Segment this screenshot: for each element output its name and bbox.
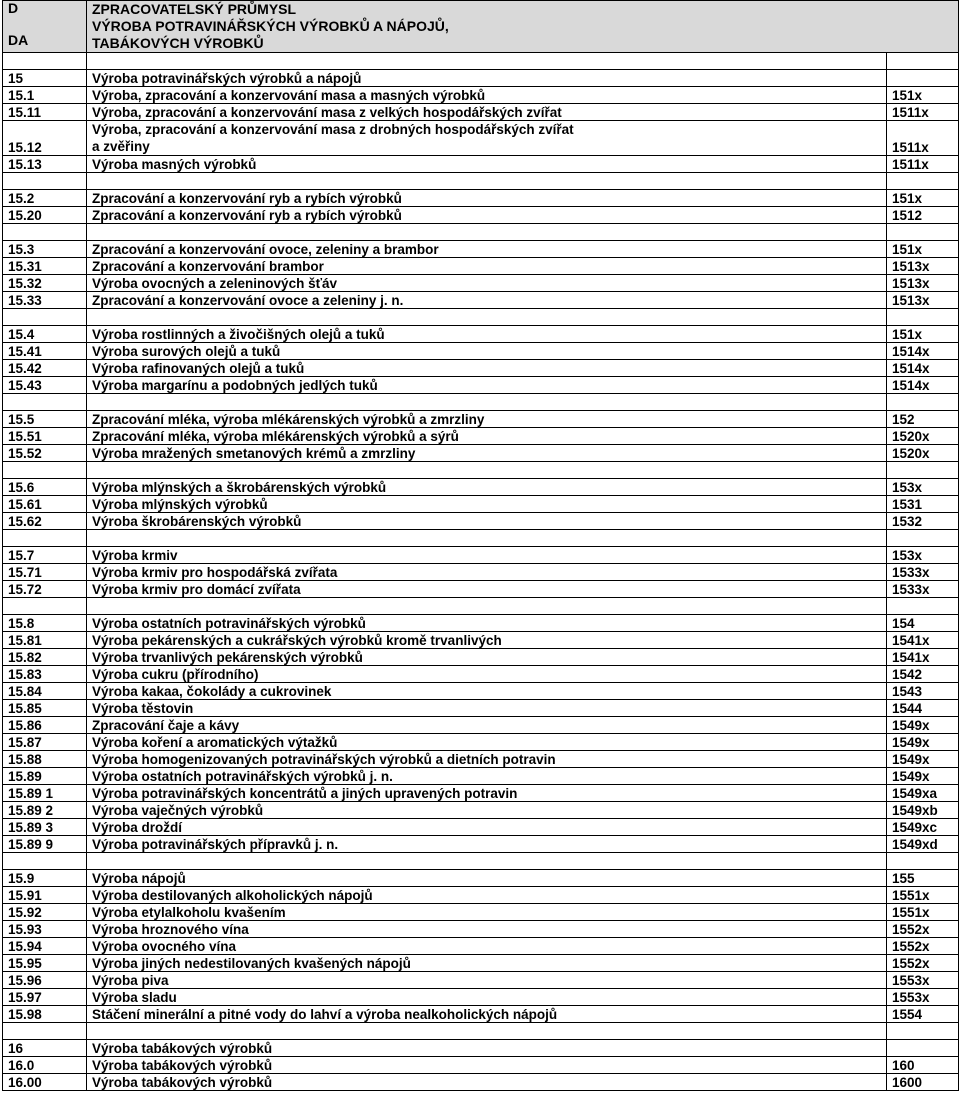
value-cell: 160 bbox=[887, 1057, 959, 1074]
table-row bbox=[3, 104, 959, 121]
name-cell: Výroba etylalkoholu kvašením bbox=[87, 904, 887, 921]
value-cell: 1549xc bbox=[887, 819, 959, 836]
blank-row bbox=[3, 53, 959, 70]
blank-cell bbox=[3, 462, 87, 479]
value-cell: 1532 bbox=[887, 513, 959, 530]
code-cell: 15.1 bbox=[3, 87, 87, 104]
header-code-top: D bbox=[8, 0, 19, 16]
value-cell: 152 bbox=[887, 411, 959, 428]
name-cell: Výroba rostlinných a živočišných olejů a tuků bbox=[87, 326, 887, 343]
value-cell: 1513x bbox=[887, 292, 959, 309]
blank-cell bbox=[3, 309, 87, 326]
name-cell: Zpracování a konzervování brambor bbox=[87, 258, 887, 275]
name-cell: Výroba vaječných výrobků bbox=[87, 802, 887, 819]
name-cell: Výroba ostatních potravinářských výrobků bbox=[87, 615, 887, 632]
code-cell: 15.84 bbox=[3, 683, 87, 700]
code-cell: 15.92 bbox=[3, 904, 87, 921]
name-cell: Výroba mražených smetanových krémů a zmrzliny bbox=[87, 445, 887, 462]
code-cell: 15.95 bbox=[3, 955, 87, 972]
table-row bbox=[3, 207, 959, 224]
value-cell: 154 bbox=[887, 615, 959, 632]
code-cell: 15.93 bbox=[3, 921, 87, 938]
name-cell: Výroba tabákových výrobků bbox=[87, 1057, 887, 1074]
blank-row bbox=[3, 598, 959, 615]
blank-cell bbox=[887, 309, 959, 326]
table-row bbox=[3, 581, 959, 598]
table-row bbox=[3, 802, 959, 819]
table-row bbox=[3, 819, 959, 836]
table-row bbox=[3, 496, 959, 513]
name-cell: Výroba potravinářských přípravků j. n. bbox=[87, 836, 887, 853]
name-cell: Výroba krmiv pro hospodářská zvířata bbox=[87, 564, 887, 581]
code-cell: 15.83 bbox=[3, 666, 87, 683]
code-cell: 15.97 bbox=[3, 989, 87, 1006]
value-cell: 1554 bbox=[887, 1006, 959, 1023]
blank-row bbox=[3, 853, 959, 870]
value-cell: 1531 bbox=[887, 496, 959, 513]
table-row bbox=[3, 938, 959, 955]
code-cell: 15.12 bbox=[3, 121, 87, 156]
table-row bbox=[3, 921, 959, 938]
name-cell: Výroba hroznového vína bbox=[87, 921, 887, 938]
value-cell: 151x bbox=[887, 190, 959, 207]
value-cell: 1549x bbox=[887, 734, 959, 751]
code-cell: 15.89 1 bbox=[3, 785, 87, 802]
table-row bbox=[3, 377, 959, 394]
blank-cell bbox=[3, 394, 87, 411]
table-row bbox=[3, 751, 959, 768]
name-cell: Výroba sladu bbox=[87, 989, 887, 1006]
table-row bbox=[3, 887, 959, 904]
value-cell: 1600 bbox=[887, 1074, 959, 1091]
header-code-cell bbox=[3, 1, 87, 53]
table-row bbox=[3, 513, 959, 530]
value-cell: 153x bbox=[887, 547, 959, 564]
blank-cell bbox=[87, 598, 887, 615]
table-row bbox=[3, 717, 959, 734]
value-cell: 155 bbox=[887, 870, 959, 887]
value-cell: 1553x bbox=[887, 989, 959, 1006]
value-cell: 151x bbox=[887, 326, 959, 343]
value-cell: 1552x bbox=[887, 955, 959, 972]
name-cell: Výroba, zpracování a konzervování masa z drobných hospodářských zvířat a zvěřiny bbox=[87, 121, 887, 156]
name-cell: Zpracování čaje a kávy bbox=[87, 717, 887, 734]
table-row bbox=[3, 326, 959, 343]
value-cell: 1511x bbox=[887, 104, 959, 121]
value-cell: 1514x bbox=[887, 377, 959, 394]
name-cell: Výroba piva bbox=[87, 972, 887, 989]
blank-row bbox=[3, 462, 959, 479]
code-cell: 15.87 bbox=[3, 734, 87, 751]
blank-cell bbox=[3, 224, 87, 241]
code-cell: 15.52 bbox=[3, 445, 87, 462]
name-cell: Výroba mlýnských a škrobárenských výrobků bbox=[87, 479, 887, 496]
code-cell: 15.61 bbox=[3, 496, 87, 513]
value-cell: 1520x bbox=[887, 428, 959, 445]
code-cell: 16 bbox=[3, 1040, 87, 1057]
value-cell: 1551x bbox=[887, 904, 959, 921]
value-cell: 1533x bbox=[887, 581, 959, 598]
code-cell: 15.5 bbox=[3, 411, 87, 428]
name-cell: Výroba masných výrobků bbox=[87, 156, 887, 173]
name-cell: Zpracování a konzervování ryb a rybích výrobků bbox=[87, 190, 887, 207]
code-cell: 15.81 bbox=[3, 632, 87, 649]
blank-cell bbox=[887, 598, 959, 615]
table-row bbox=[3, 121, 959, 156]
name-cell: Výroba potravinářských koncentrátů a jiných upravených potravin bbox=[87, 785, 887, 802]
table-row bbox=[3, 734, 959, 751]
blank-cell bbox=[3, 1023, 87, 1040]
value-cell: 151x bbox=[887, 87, 959, 104]
table-row bbox=[3, 411, 959, 428]
table-row bbox=[3, 972, 959, 989]
code-cell: 15.71 bbox=[3, 564, 87, 581]
blank-cell bbox=[87, 530, 887, 547]
name-cell: Výroba škrobárenských výrobků bbox=[87, 513, 887, 530]
table-row bbox=[3, 700, 959, 717]
table-row bbox=[3, 1057, 959, 1074]
table-row bbox=[3, 632, 959, 649]
value-cell: 151x bbox=[887, 241, 959, 258]
table-row bbox=[3, 241, 959, 258]
table-row bbox=[3, 904, 959, 921]
table-row bbox=[3, 343, 959, 360]
name-cell: Stáčení minerální a pitné vody do lahví a výroba nealkoholických nápojů bbox=[87, 1006, 887, 1023]
blank-row bbox=[3, 1023, 959, 1040]
code-cell: 15.7 bbox=[3, 547, 87, 564]
blank-row bbox=[3, 173, 959, 190]
blank-cell bbox=[87, 224, 887, 241]
code-cell: 15.89 bbox=[3, 768, 87, 785]
value-cell: 1549xd bbox=[887, 836, 959, 853]
table-row bbox=[3, 70, 959, 87]
blank-row bbox=[3, 394, 959, 411]
value-cell: 1513x bbox=[887, 258, 959, 275]
value-cell: 1511x bbox=[887, 156, 959, 173]
code-cell: 15.4 bbox=[3, 326, 87, 343]
code-cell: 15.91 bbox=[3, 887, 87, 904]
blank-cell bbox=[3, 530, 87, 547]
header-title-cell bbox=[87, 1, 959, 53]
header-title-line3: TABÁKOVÝCH VÝROBKŮ bbox=[92, 35, 264, 51]
code-cell: 16.00 bbox=[3, 1074, 87, 1091]
code-cell: 15.41 bbox=[3, 343, 87, 360]
name-cell: Výroba tabákových výrobků bbox=[87, 1040, 887, 1057]
table-row bbox=[3, 666, 959, 683]
name-cell: Výroba, zpracování a konzervování masa z velkých hospodářských zvířat bbox=[87, 104, 887, 121]
blank-cell bbox=[3, 598, 87, 615]
name-cell: Výroba krmiv bbox=[87, 547, 887, 564]
table-row bbox=[3, 258, 959, 275]
name-cell: Výroba potravinářských výrobků a nápojů bbox=[87, 70, 887, 87]
table-row bbox=[3, 615, 959, 632]
blank-cell bbox=[3, 853, 87, 870]
code-cell: 15 bbox=[3, 70, 87, 87]
code-cell: 15.98 bbox=[3, 1006, 87, 1023]
table-row bbox=[3, 360, 959, 377]
code-cell: 15.62 bbox=[3, 513, 87, 530]
header-title-line2: VÝROBA POTRAVINÁŘSKÝCH VÝROBKŮ A NÁPOJŮ, bbox=[92, 18, 449, 34]
table-header bbox=[3, 1, 959, 53]
name-cell: Zpracování a konzervování ovoce, zeleniny a brambor bbox=[87, 241, 887, 258]
code-cell: 15.51 bbox=[3, 428, 87, 445]
table-row bbox=[3, 428, 959, 445]
blank-cell bbox=[887, 173, 959, 190]
code-cell: 15.96 bbox=[3, 972, 87, 989]
name-cell: Výroba cukru (přírodního) bbox=[87, 666, 887, 683]
value-cell: 1520x bbox=[887, 445, 959, 462]
value-cell: 1543 bbox=[887, 683, 959, 700]
table-row bbox=[3, 190, 959, 207]
table-row bbox=[3, 836, 959, 853]
blank-cell bbox=[887, 462, 959, 479]
code-cell: 16.0 bbox=[3, 1057, 87, 1074]
value-cell: 1551x bbox=[887, 887, 959, 904]
value-cell: 153x bbox=[887, 479, 959, 496]
table-row bbox=[3, 785, 959, 802]
code-cell: 15.86 bbox=[3, 717, 87, 734]
code-cell: 15.85 bbox=[3, 700, 87, 717]
blank-cell bbox=[3, 53, 87, 70]
blank-cell bbox=[87, 462, 887, 479]
blank-row bbox=[3, 224, 959, 241]
blank-cell bbox=[887, 853, 959, 870]
value-cell: 1549x bbox=[887, 717, 959, 734]
value-cell: 1549xa bbox=[887, 785, 959, 802]
value-cell bbox=[887, 1040, 959, 1057]
value-cell: 1549x bbox=[887, 751, 959, 768]
name-cell: Zpracování mléka, výroba mlékárenských výrobků a sýrů bbox=[87, 428, 887, 445]
table-row bbox=[3, 156, 959, 173]
blank-cell bbox=[87, 309, 887, 326]
code-cell: 15.6 bbox=[3, 479, 87, 496]
blank-cell bbox=[887, 1023, 959, 1040]
table-row bbox=[3, 87, 959, 104]
blank-cell bbox=[887, 394, 959, 411]
table-row bbox=[3, 479, 959, 496]
code-cell: 15.8 bbox=[3, 615, 87, 632]
blank-cell bbox=[3, 173, 87, 190]
value-cell: 1552x bbox=[887, 938, 959, 955]
value-cell: 1511x bbox=[887, 121, 959, 156]
table-row bbox=[3, 955, 959, 972]
table-row bbox=[3, 683, 959, 700]
blank-cell bbox=[87, 1023, 887, 1040]
blank-cell bbox=[87, 53, 887, 70]
code-cell: 15.33 bbox=[3, 292, 87, 309]
name-cell: Výroba ovocného vína bbox=[87, 938, 887, 955]
value-cell: 1553x bbox=[887, 972, 959, 989]
name-cell: Výroba těstovin bbox=[87, 700, 887, 717]
code-cell: 15.88 bbox=[3, 751, 87, 768]
code-cell: 15.89 3 bbox=[3, 819, 87, 836]
value-cell: 1541x bbox=[887, 649, 959, 666]
table-row bbox=[3, 1040, 959, 1057]
table-row bbox=[3, 445, 959, 462]
table-row bbox=[3, 292, 959, 309]
table-row bbox=[3, 547, 959, 564]
name-cell: Zpracování a konzervování ovoce a zeleniny j. n. bbox=[87, 292, 887, 309]
value-cell: 1512 bbox=[887, 207, 959, 224]
name-cell: Zpracování mléka, výroba mlékárenských výrobků a zmrzliny bbox=[87, 411, 887, 428]
name-cell: Výroba margarínu a podobných jedlých tuků bbox=[87, 377, 887, 394]
code-cell: 15.82 bbox=[3, 649, 87, 666]
name-cell: Výroba homogenizovaných potravinářských výrobků a dietních potravin bbox=[87, 751, 887, 768]
value-cell: 1552x bbox=[887, 921, 959, 938]
name-cell: Výroba pekárenských a cukrářských výrobků kromě trvanlivých bbox=[87, 632, 887, 649]
name-cell: Výroba tabákových výrobků bbox=[87, 1074, 887, 1091]
table-row bbox=[3, 870, 959, 887]
classification-table bbox=[2, 0, 959, 1091]
header-code-bottom: DA bbox=[8, 32, 29, 48]
table-row bbox=[3, 1006, 959, 1023]
name-cell: Výroba kakaa, čokolády a cukrovinek bbox=[87, 683, 887, 700]
header-title-line1: ZPRACOVATELSKÝ PRŮMYSL bbox=[92, 1, 297, 17]
name-cell: Výroba trvanlivých pekárenských výrobků bbox=[87, 649, 887, 666]
blank-cell bbox=[87, 173, 887, 190]
code-cell: 15.20 bbox=[3, 207, 87, 224]
code-cell: 15.9 bbox=[3, 870, 87, 887]
value-cell bbox=[887, 70, 959, 87]
code-cell: 15.31 bbox=[3, 258, 87, 275]
code-cell: 15.11 bbox=[3, 104, 87, 121]
code-cell: 15.72 bbox=[3, 581, 87, 598]
table-row bbox=[3, 768, 959, 785]
blank-cell bbox=[87, 853, 887, 870]
name-cell: Výroba ovocných a zeleninových šťáv bbox=[87, 275, 887, 292]
name-cell: Výroba rafinovaných olejů a tuků bbox=[87, 360, 887, 377]
name-cell: Výroba koření a aromatických výtažků bbox=[87, 734, 887, 751]
value-cell: 1514x bbox=[887, 343, 959, 360]
name-cell: Výroba, zpracování a konzervování masa a masných výrobků bbox=[87, 87, 887, 104]
code-cell: 15.2 bbox=[3, 190, 87, 207]
table-row bbox=[3, 564, 959, 581]
name-cell: Zpracování a konzervování ryb a rybích výrobků bbox=[87, 207, 887, 224]
code-cell: 15.89 9 bbox=[3, 836, 87, 853]
value-cell: 1533x bbox=[887, 564, 959, 581]
name-cell: Výroba mlýnských výrobků bbox=[87, 496, 887, 513]
value-cell: 1541x bbox=[887, 632, 959, 649]
table-row bbox=[3, 275, 959, 292]
code-cell: 15.42 bbox=[3, 360, 87, 377]
value-cell: 1513x bbox=[887, 275, 959, 292]
code-cell: 15.89 2 bbox=[3, 802, 87, 819]
value-cell: 1549xb bbox=[887, 802, 959, 819]
code-cell: 15.94 bbox=[3, 938, 87, 955]
blank-cell bbox=[87, 394, 887, 411]
blank-cell bbox=[887, 530, 959, 547]
code-cell: 15.13 bbox=[3, 156, 87, 173]
name-cell: Výroba droždí bbox=[87, 819, 887, 836]
name-cell: Výroba surových olejů a tuků bbox=[87, 343, 887, 360]
name-cell: Výroba nápojů bbox=[87, 870, 887, 887]
table-row bbox=[3, 649, 959, 666]
blank-row bbox=[3, 309, 959, 326]
value-cell: 1514x bbox=[887, 360, 959, 377]
code-cell: 15.43 bbox=[3, 377, 87, 394]
name-cell: Výroba jiných nedestilovaných kvašených nápojů bbox=[87, 955, 887, 972]
table-row bbox=[3, 989, 959, 1006]
blank-cell bbox=[887, 53, 959, 70]
code-cell: 15.3 bbox=[3, 241, 87, 258]
value-cell: 1544 bbox=[887, 700, 959, 717]
value-cell: 1542 bbox=[887, 666, 959, 683]
name-cell: Výroba ostatních potravinářských výrobků j. n. bbox=[87, 768, 887, 785]
code-cell: 15.32 bbox=[3, 275, 87, 292]
name-cell: Výroba destilovaných alkoholických nápojů bbox=[87, 887, 887, 904]
name-cell: Výroba krmiv pro domácí zvířata bbox=[87, 581, 887, 598]
table-row bbox=[3, 1074, 959, 1091]
blank-row bbox=[3, 530, 959, 547]
blank-cell bbox=[887, 224, 959, 241]
value-cell: 1549x bbox=[887, 768, 959, 785]
